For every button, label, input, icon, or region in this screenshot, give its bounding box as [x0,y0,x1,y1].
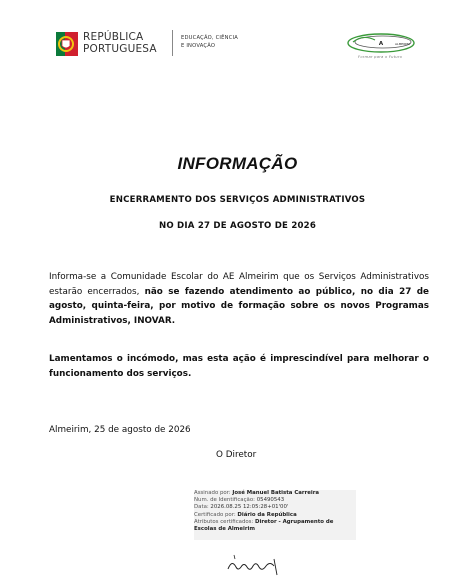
announcement-text-bold: não se fazendo atendimento ao público, no dia 27 de agosto, quinta-feira, por motivo de formação sobre os novos Programas Administrativos, INOVAR. [49,286,429,326]
signature-date-label: Data: [194,504,209,511]
svg-text:A: A [378,41,384,47]
signed-by-line [194,490,356,497]
place-and-date: Almeirim, 25 de agosto de 2026 [49,425,191,435]
signatory-role: O Diretor [216,450,257,460]
portuguese-emblem-icon [56,30,78,58]
republica-portuguesa-text [83,31,157,55]
document-title: INFORMAÇÃO [177,154,298,173]
signed-by-label: Assinado por: [194,490,231,496]
id-number-label: Num. de Identificação: [194,497,255,504]
certified-by-line [194,512,356,519]
document-subtitle-closure: ENCERRAMENTO DOS SERVIÇOS ADMINISTRATIVOS [109,195,366,205]
document-subtitle-date: NO DIA 27 DE AGOSTO DE 2026 [158,221,317,231]
handwritten-signature [224,551,284,579]
ae-logo-text: ALMEIRIM [395,42,410,46]
announcement-text-normal: Informa-se a Comunidade Escolar do AE Almeirim que os Serviços Administrativos estarão encerrados, [49,272,429,297]
certified-attributes-label: Atributos certificados: [194,518,254,525]
certified-attributes-value: Diretor - Agrupamento de Escolas de Almeirim [194,518,334,533]
republica-line2: PORTUGUESA [83,43,157,55]
ministry-line2: E INOVAÇÃO [181,43,216,49]
school-motto: Formar para o Futuro [358,55,403,59]
digital-signature-stamp [194,490,356,540]
certified-attributes-line [194,519,356,533]
header-divider [172,30,173,56]
republica-portuguesa-logo [56,30,176,60]
id-number-line [194,497,356,504]
republica-line1: REPÚBLICA [83,31,144,43]
signature-date-line [194,504,356,511]
ministry-line1: EDUCAÇÃO, CIÊNCIA [181,35,239,41]
certified-by-label: Certificado por: [194,511,236,518]
certified-by-value: Diário da República [237,511,297,518]
apology-paragraph: Lamentamos o incómodo, mas esta ação é imprescindível para melhorar o funcionamento dos serviços. [49,354,429,379]
signed-by-value: José Manuel Batista Carreira [232,490,320,496]
id-number-value: 05490543 [256,497,285,504]
ministry-name [181,34,238,50]
announcement-paragraph [49,270,429,328]
signature-date-value: 2026.08.25 12:05:28+01'00' [210,504,289,511]
